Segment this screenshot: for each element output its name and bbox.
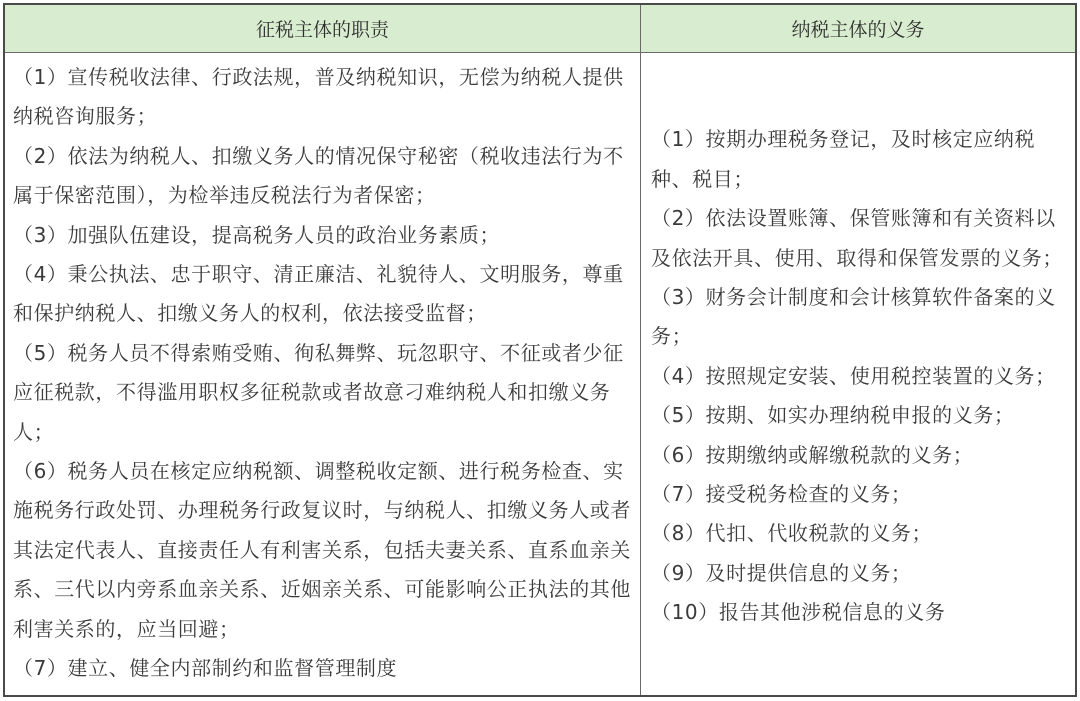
obligation-item: （3）财务会计制度和会计核算软件备案的义务；: [651, 284, 1056, 349]
obligation-item: （1）按期办理税务登记，及时核定应纳税种、税目；: [651, 127, 1036, 191]
duty-item: （7）建立、健全内部制约和监督管理制度: [13, 656, 398, 681]
obligation-item: （7）接受税务检查的义务；: [651, 482, 912, 507]
taxpayer-obligations-column: [641, 53, 1075, 695]
duty-item: （4）秉公执法、忠于职守、清正廉洁、礼貌待人、文明服务，尊重和保护纳税人、扣缴义务人的权利，依法接受监督；: [13, 262, 624, 326]
obligation-item: （10）报告其他涉税信息的义务: [651, 600, 946, 625]
duty-item: （2）依法为纳税人、扣缴义务人的情况保守秘密（税收违法行为不属于保密范围），为检举违反税法行为者保密；: [13, 143, 624, 208]
obligation-item: （6）按期缴纳或解缴税款的义务；: [651, 442, 974, 467]
duty-item: （3）加强队伍建设，提高税务人员的政治业务素质；: [13, 222, 501, 247]
obligation-item: （8）代扣、代收税款的义务；: [651, 521, 933, 546]
duty-item: （1）宣传税收法律、行政法规，普及纳税知识，无偿为纳税人提供纳税咨询服务；: [13, 65, 624, 129]
header-taxpayer-obligations: 纳税主体的义务: [641, 5, 1075, 53]
responsibility-table: [3, 3, 1077, 697]
obligation-item: （2）依法设置账簿、保管账簿和有关资料以及依法开具、使用、取得和保管发票的义务；: [651, 206, 1063, 270]
obligation-item: （4）按照规定安装、使用税控装置的义务；: [651, 363, 1056, 388]
tax-authority-duties-column: [5, 53, 641, 695]
duty-item: （6）税务人员在核定应纳税额、调整税收定额、进行税务检查、实施税务行政处罚、办理税务行政复议时，与纳税人、扣缴义务人或者其法定代表人、直接责任人有利害关系，包括夫妻关系、直系血亲关系、三代以内旁系血亲关系、近姻亲关系、可能影响公正执法的其他利害关系的，应当回避；: [13, 459, 631, 641]
header-tax-authority-duties: 征税主体的职责: [5, 5, 641, 53]
duty-item: （5）税务人员不得索贿受贿、徇私舞弊、玩忽职守、不征或者少征应征税款，不得滥用职权多征税款或者故意刁难纳税人和扣缴义务人；: [13, 340, 624, 444]
obligation-item: （5）按期、如实办理纳税申报的义务；: [651, 403, 1015, 428]
obligation-item: （9）及时提供信息的义务；: [651, 560, 912, 585]
